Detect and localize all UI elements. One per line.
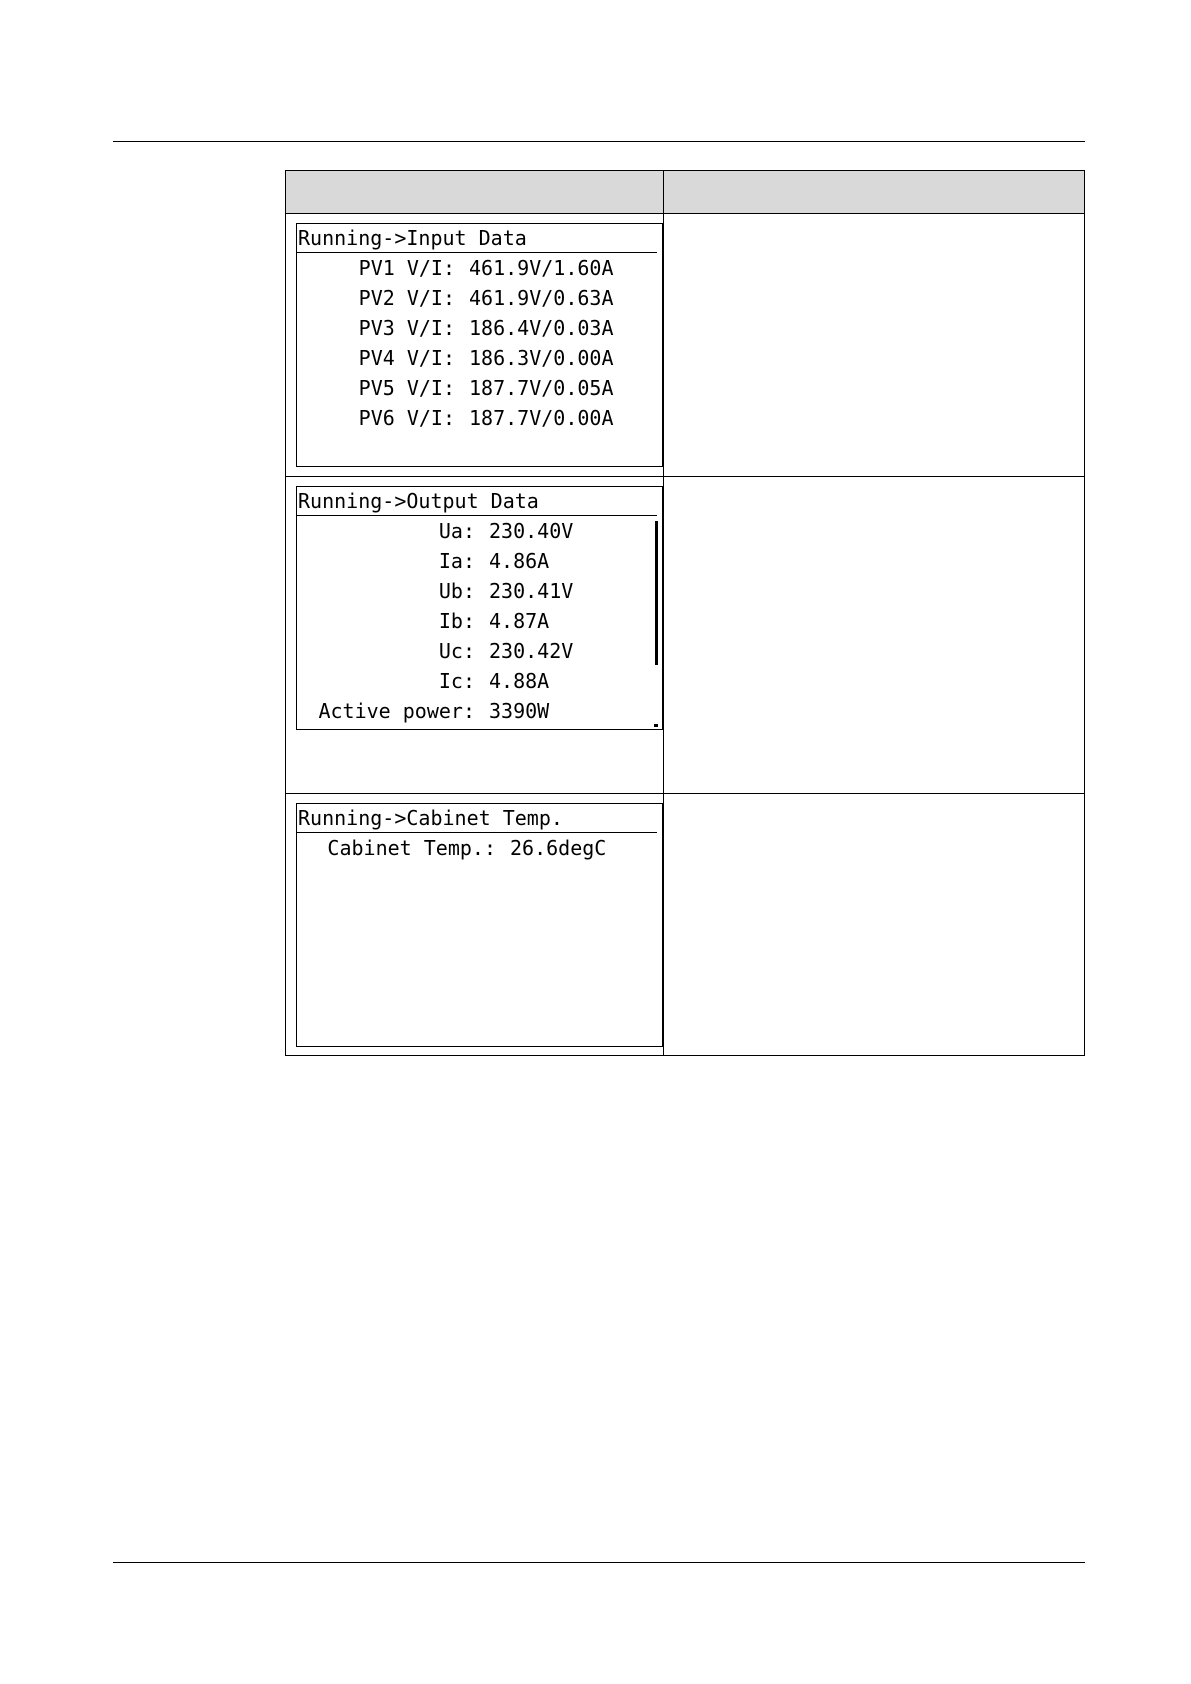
field-value: 187.7V/0.00A [469, 406, 614, 430]
field-label: PV5 V/I: [358, 376, 455, 400]
screen-line [297, 696, 662, 726]
field-value: 186.3V/0.00A [469, 346, 614, 370]
field-label: Cabinet Temp.: [327, 836, 496, 860]
footer-rule [113, 1562, 1085, 1563]
field-label: Ua: [438, 519, 475, 543]
description-cell [664, 214, 1085, 477]
screen-line [297, 546, 662, 576]
screen-line [297, 516, 662, 546]
screen-line [297, 636, 662, 666]
table-row [286, 794, 1085, 1056]
output-data-screen [296, 486, 663, 730]
field-label: Active power: [318, 699, 475, 723]
scroll-end-marker [654, 724, 658, 727]
field-label: PV1 V/I: [358, 256, 455, 280]
table-row [286, 477, 1085, 794]
screen-line [297, 576, 662, 606]
screen-title: Running->Input Data [297, 224, 657, 253]
description-cell [664, 477, 1085, 794]
field-value: 4.87A [489, 609, 550, 633]
field-label: Ic: [438, 669, 475, 693]
screen-line [297, 313, 662, 343]
screen-line [297, 833, 662, 863]
field-label: PV6 V/I: [358, 406, 455, 430]
header-cell-left [286, 171, 664, 214]
screen-cell [286, 794, 664, 1056]
screen-line [297, 343, 662, 373]
table-row [286, 214, 1085, 477]
screen-line [297, 606, 662, 636]
field-value: 3390W [489, 699, 550, 723]
screen-cell [286, 477, 664, 794]
screen-line [297, 283, 662, 313]
field-label: PV2 V/I: [358, 286, 455, 310]
header-rule [113, 141, 1085, 142]
display-table [285, 170, 1085, 1056]
cabinet-temp-screen [296, 803, 663, 1047]
screen-title: Running->Output Data [297, 487, 657, 516]
screen-cell [286, 214, 664, 477]
screen-line [297, 373, 662, 403]
field-value: 186.4V/0.03A [469, 316, 614, 340]
screen-line [297, 666, 662, 696]
field-value: 230.42V [489, 639, 574, 663]
field-value: 461.9V/1.60A [469, 256, 614, 280]
input-data-screen [296, 223, 663, 467]
field-value: 4.88A [489, 669, 550, 693]
header-cell-right [664, 171, 1085, 214]
field-value: 461.9V/0.63A [469, 286, 614, 310]
field-value: 187.7V/0.05A [469, 376, 614, 400]
table-header-row [286, 171, 1085, 214]
field-label: Ib: [438, 609, 475, 633]
screen-scrollbar [655, 521, 658, 665]
field-label: Ub: [438, 579, 475, 603]
field-value: 230.41V [489, 579, 574, 603]
field-label: PV4 V/I: [358, 346, 455, 370]
field-value: 26.6degC [510, 836, 607, 860]
screen-title: Running->Cabinet Temp. [297, 804, 657, 833]
field-label: PV3 V/I: [358, 316, 455, 340]
field-label: Ia: [438, 549, 475, 573]
description-cell [664, 794, 1085, 1056]
field-value: 230.40V [489, 519, 574, 543]
field-value: 4.86A [489, 549, 550, 573]
screen-line [297, 253, 662, 283]
field-label: Uc: [438, 639, 475, 663]
screen-line [297, 403, 662, 433]
